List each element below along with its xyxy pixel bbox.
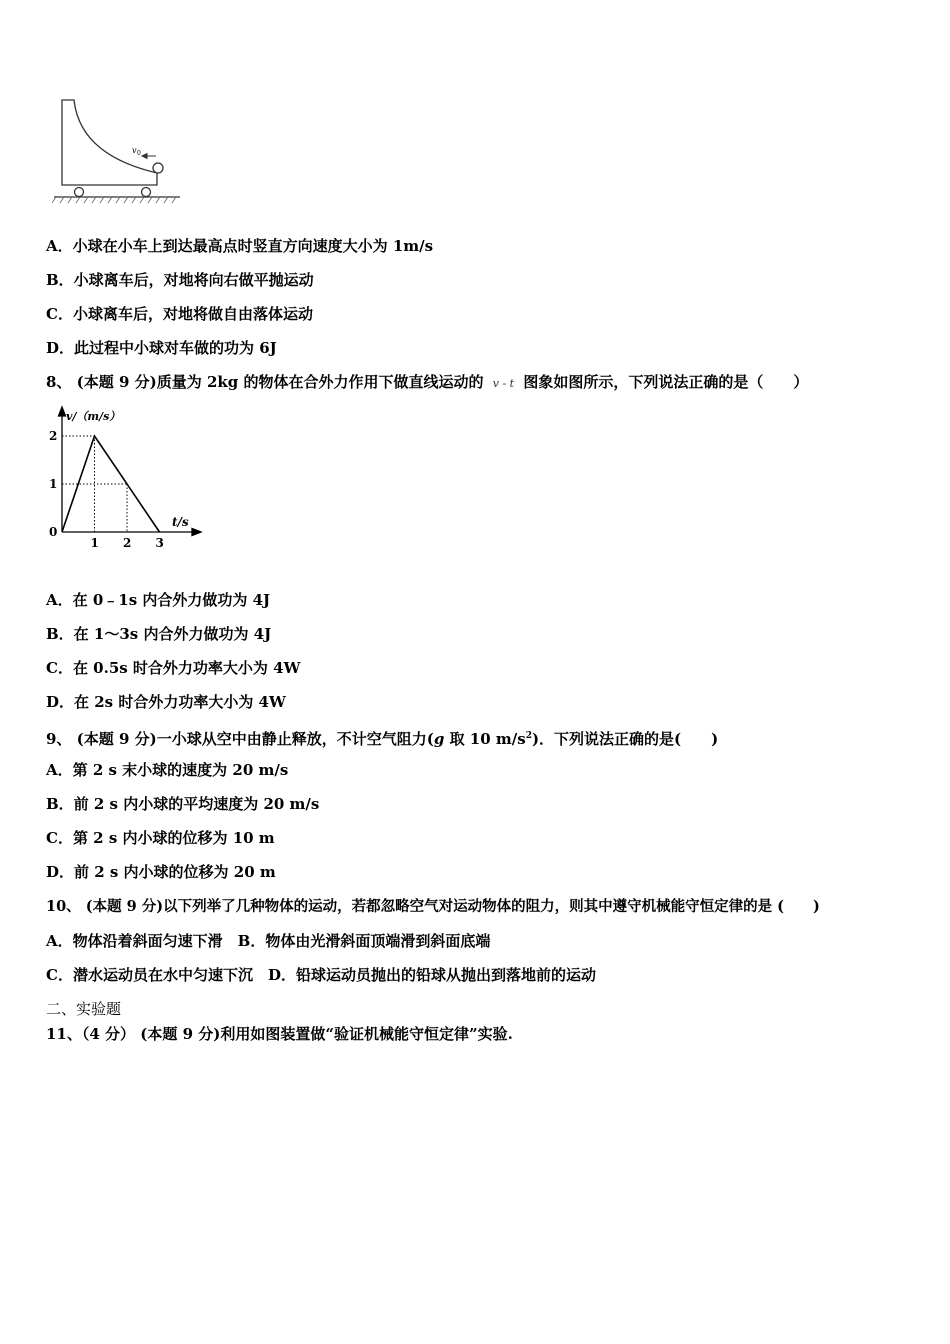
v0-label: v	[132, 146, 137, 155]
q8-option-d: D．在 2s 时合外力功率大小为 4W	[46, 693, 286, 711]
q8-option-c: C．在 0.5s 时合外力功率大小为 4W	[46, 659, 301, 677]
x-axis-arrow	[192, 529, 201, 536]
q7-option-d: D．此过程中小球对车做的功为 6J	[46, 339, 277, 357]
q9-option-d: D．前 2 s 内小球的位移为 20 m	[46, 863, 276, 881]
q8-option-a: A．在 0﹣1s 内合外力做功为 4J	[46, 591, 271, 609]
q9-option-a: A．第 2 s 末小球的速度为 20 m/s	[46, 761, 289, 779]
q9-sup: 2	[525, 731, 532, 741]
q9-option-b: B．前 2 s 内小球的平均速度为 20 m/s	[46, 795, 320, 813]
v0-subscript: 0	[137, 150, 141, 157]
q7-option-b: B．小球离车后，对地将向右做平抛运动	[46, 271, 314, 289]
q9-stem-b: 取 10 m/s	[444, 730, 526, 748]
y-axis-label: v/（m/s）	[66, 410, 121, 423]
y-tick-label-1: 1	[49, 477, 58, 491]
q10-stem: 10、 (本题 9 分)以下列举了几种物体的运动，若都忽略空气对运动物体的阻力，则其中遵守机械能守恒定律的是 ( )	[46, 898, 820, 915]
q9-g-symbol: g	[433, 730, 445, 748]
y-tick-label-0: 0	[49, 525, 58, 539]
q7-option-a: A．小球在小车上到达最高点时竖直方向速度大小为 1m/s	[46, 237, 434, 255]
q9-stem-c: )．下列说法正确的是( )	[531, 730, 719, 748]
q9-stem-a: 9、 (本题 9 分)一小球从空中由静止释放，不计空气阻力(	[46, 730, 434, 748]
section-heading-experiment: 二、实验题	[46, 1000, 122, 1018]
x-tick-label-3: 3	[155, 536, 164, 550]
q8-stem-prefix: 8、 (本题 9 分)质量为 2kg 的物体在合外力作用下做直线运动的	[46, 373, 484, 391]
q9-stem	[46, 726, 718, 749]
cart-track-figure	[52, 95, 192, 210]
q10-options-ab: A．物体沿着斜面匀速下滑 B．物体由光滑斜面顶端滑到斜面底端	[46, 932, 491, 950]
q8-vt-symbol: v - t	[492, 377, 515, 390]
q9-option-c: C．第 2 s 内小球的位移为 10 m	[46, 829, 275, 847]
vt-chart	[44, 404, 204, 554]
q11-stem: 11、（4 分） (本题 9 分)利用如图装置做“验证机械能守恒定律”实验.	[46, 1025, 513, 1043]
x-tick-label-2: 2	[123, 536, 132, 550]
q8-option-b: B．在 1～3s 内合外力做功为 4J	[46, 625, 272, 643]
q7-option-c: C．小球离车后，对地将做自由落体运动	[46, 305, 313, 323]
x-tick-label-1: 1	[90, 536, 99, 550]
x-axis-label: t/s	[172, 515, 189, 529]
q8-stem	[46, 372, 808, 394]
y-tick-label-2: 2	[49, 429, 58, 443]
q8-stem-suffix: 图象如图所示，下列说法正确的是（ ）	[523, 373, 809, 391]
q10-options-cd: C．潜水运动员在水中匀速下沉 D．铅球运动员抛出的铅球从抛出到落地前的运动	[46, 966, 596, 984]
y-axis-arrow	[59, 407, 66, 416]
